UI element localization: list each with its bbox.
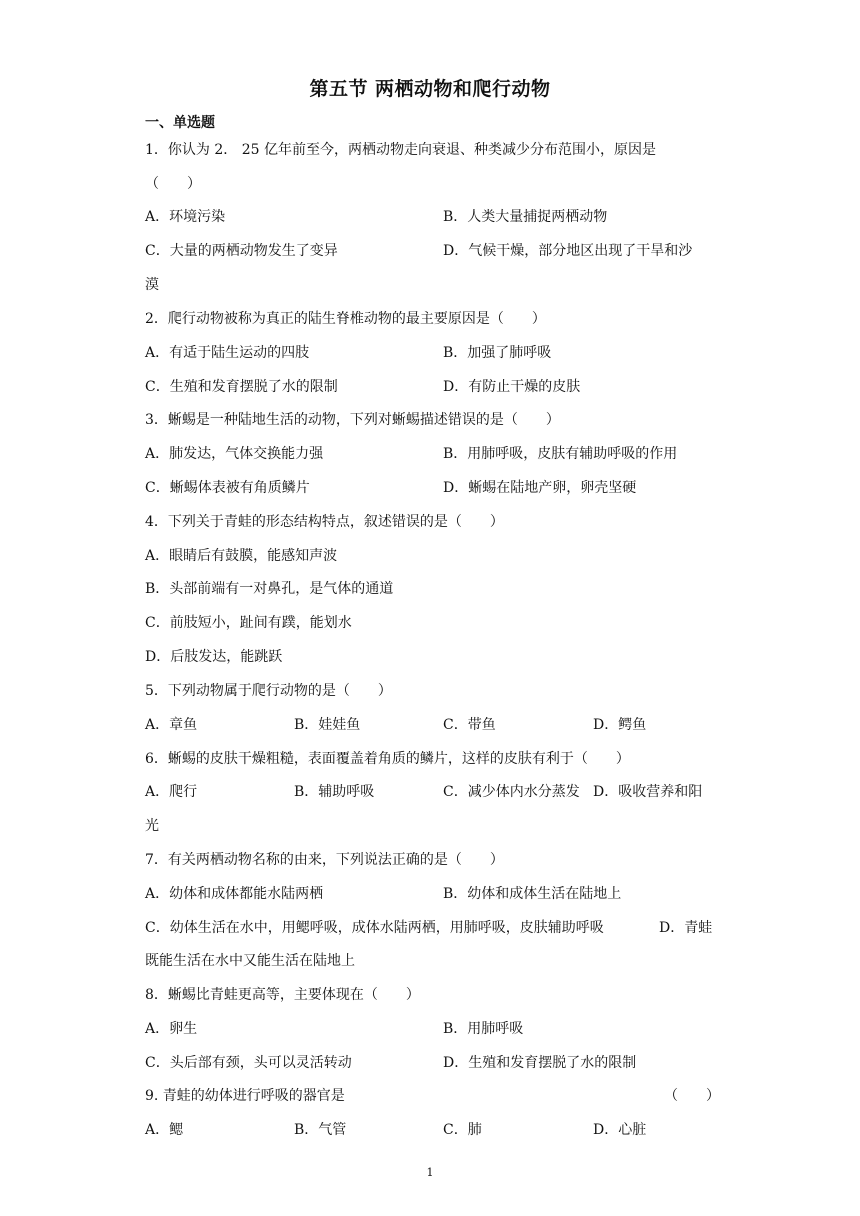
option-c: C．头后部有颈，头可以灵活转动 — [145, 1055, 352, 1071]
option-b: B．加强了肺呼吸 — [443, 345, 552, 361]
answer-blank: （ ） — [664, 1088, 720, 1104]
option-a: A．章鱼 — [145, 717, 198, 733]
question-stem: 2．爬行动物被称为真正的陆生脊椎动物的最主要原因是（ ） — [145, 311, 546, 327]
option-d: D．鳄鱼 — [593, 717, 647, 733]
option-d: D．后肢发达，能跳跃 — [145, 649, 283, 665]
option-b: B．幼体和成体生活在陆地上 — [443, 886, 622, 902]
option-b: B．头部前端有一对鼻孔，是气体的通道 — [145, 581, 394, 597]
option-d: D．蜥蜴在陆地产卵，卵壳坚硬 — [443, 480, 637, 496]
option-b: B．辅助呼吸 — [294, 784, 375, 800]
question-stem: 1．你认为 2． 25 亿年前至今，两栖动物走向衰退、种类减少分布范围小，原因是 — [145, 142, 656, 158]
question-stem: 8．蜥蜴比青蛙更高等，主要体现在（ ） — [145, 987, 420, 1003]
option-a: A．幼体和成体都能水陆两栖 — [145, 886, 324, 902]
option-c: C．蜥蜴体表被有角质鳞片 — [145, 480, 310, 496]
option-a: A．卵生 — [145, 1021, 198, 1037]
option-continuation: 漠 — [145, 277, 159, 293]
option-b: B．人类大量捕捉两栖动物 — [443, 209, 608, 225]
option-c: C．减少体内水分蒸发 — [443, 784, 580, 800]
option-b: B．用肺呼吸 — [443, 1021, 524, 1037]
page-title: 第五节 两栖动物和爬行动物 — [309, 78, 551, 100]
option-continuation: 既能生活在水中又能生活在陆地上 — [145, 953, 355, 969]
option-b: B．用肺呼吸，皮肤有辅助呼吸的作用 — [443, 446, 678, 462]
option-a: A．眼睛后有鼓膜，能感知声波 — [145, 548, 338, 564]
question-stem: 9. 青蛙的幼体进行呼吸的器官是 — [145, 1088, 345, 1104]
option-d: D．青蛙 — [659, 920, 713, 936]
option-c: C．前肢短小，趾间有蹼，能划水 — [145, 615, 352, 631]
option-d: D．心脏 — [593, 1122, 647, 1138]
section-heading: 一、单选题 — [145, 115, 215, 131]
option-a: A．肺发达，气体交换能力强 — [145, 446, 324, 462]
option-c: C．生殖和发育摆脱了水的限制 — [145, 379, 338, 395]
question-stem: 7．有关两栖动物名称的由来，下列说法正确的是（ ） — [145, 852, 504, 868]
question-stem: 5．下列动物属于爬行动物的是（ ） — [145, 683, 392, 699]
option-continuation: 光 — [145, 818, 159, 834]
option-a: A．环境污染 — [145, 209, 226, 225]
option-d: D．生殖和发育摆脱了水的限制 — [443, 1055, 637, 1071]
option-c: C．带鱼 — [443, 717, 496, 733]
option-a: A．爬行 — [145, 784, 198, 800]
option-d: D．有防止干燥的皮肤 — [443, 379, 581, 395]
question-stem: 3．蜥蜴是一种陆地生活的动物，下列对蜥蜴描述错误的是（ ） — [145, 412, 560, 428]
answer-blank: （ ） — [145, 176, 201, 192]
question-stem: 4．下列关于青蛙的形态结构特点，叙述错误的是（ ） — [145, 514, 504, 530]
question-stem: 6．蜥蜴的皮肤干燥粗糙，表面覆盖着角质的鳞片，这样的皮肤有利于（ ） — [145, 751, 630, 767]
option-b: B．气管 — [294, 1122, 347, 1138]
option-c: C．幼体生活在水中，用鳃呼吸，成体水陆两栖，用肺呼吸，皮肤辅助呼吸 — [145, 920, 604, 936]
option-a: A．鳃 — [145, 1122, 184, 1138]
option-c: C．肺 — [443, 1122, 482, 1138]
page-number: 1 — [426, 1166, 434, 1179]
option-b: B．娃娃鱼 — [294, 717, 361, 733]
option-a: A．有适于陆生运动的四肢 — [145, 345, 310, 361]
option-d: D．气候干燥，部分地区出现了干旱和沙 — [443, 243, 693, 259]
option-c: C．大量的两栖动物发生了变异 — [145, 243, 338, 259]
option-d: D．吸收营养和阳 — [593, 784, 703, 800]
